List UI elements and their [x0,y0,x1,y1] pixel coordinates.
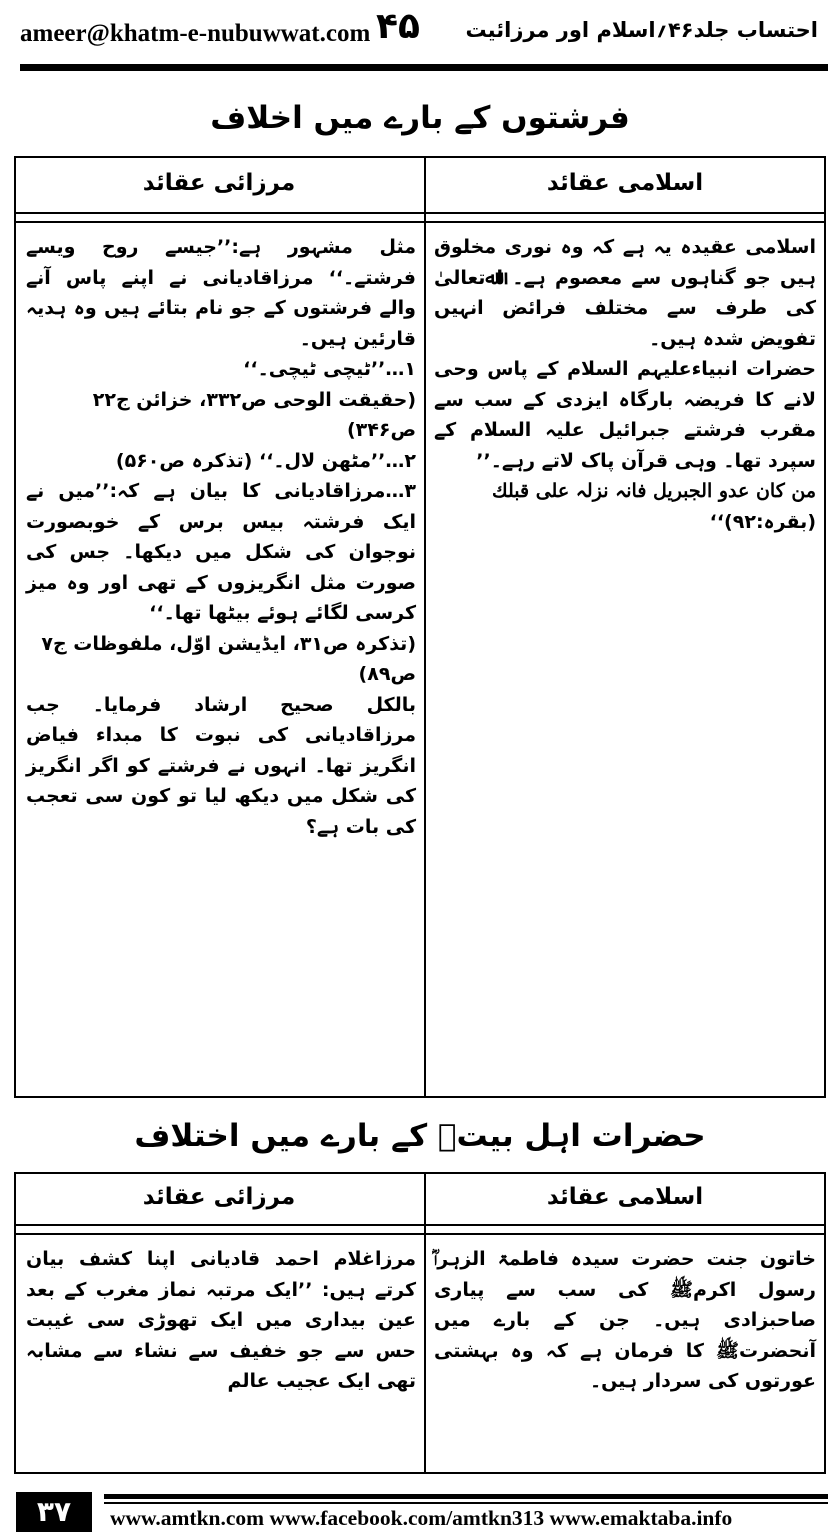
header-running-title: احتساب جلد۴۶؍اسلام اور مرزائیت [465,18,818,42]
header-rule [20,64,828,71]
list-item: ۱…’’ٹیچی ٹیچی۔‘‘ [243,358,416,380]
paragraph: اسلامی عقیدہ یہ ہے کہ وہ نوری مخلوق ہیں جو گناہوں سے معصوم ہے۔ اﷲتعالیٰ کی طرف سے مختلف فرائض انہیں تفویض شدہ ہیں۔ [434,236,816,350]
reference: (تذکرہ ص۳۱، ایڈیشن اوّل، ملفوظات ج۷ ص۸۹) [41,632,416,685]
reference: (بقرہ:۹۲)‘‘ [709,510,816,533]
col-heading-mirzai: مرزائی عقائد [142,1184,296,1210]
header-row-rule [16,1224,824,1226]
col-heading-islamic: اسلامی عقائد [546,1184,704,1210]
page-header [0,0,840,72]
column-divider [424,158,426,1096]
footer-links[interactable]: www.amtkn.com www.facebook.com/amtkn313 www.emaktaba.info [110,1506,733,1530]
footer-page-number: ۳۷ [16,1492,92,1532]
col-heading-islamic: اسلامی عقائد [546,170,704,196]
section1-title: فرشتوں کے بارے میں اخلاف [210,100,630,136]
islamic-beliefs-angels [434,232,816,537]
paragraph: حضرات انبیاءعلیہم السلام کے پاس وحی لانے کا فریضہ بارگاہ ایزدی کے سب سے مقرب فرشتے جبرائیل علیہ السلام کے سپرد تھا۔ وہی قرآن پاک لاتے رہے۔’’ [434,358,816,472]
header-page-number: ۴۵ [376,6,420,47]
header-row-rule-2 [16,1233,824,1235]
header-row-rule [16,212,824,214]
header-email: ameer@khatm-e-nubuwwat.com [20,20,371,47]
column-divider [424,1174,426,1472]
islamic-beliefs-ahl-bayt [434,1244,816,1397]
section2-title: حضرات اہل بیتؓ کے بارے میں اختلاف [134,1118,706,1154]
mirzai-beliefs-ahl-bayt [26,1244,416,1397]
paragraph: مرزاغلام احمد قادیانی اپنا کشف بیان کرتے ہیں: ’’ایک مرتبہ نماز مغرب کے بعد عین بیداری میں ایک تھوڑی سی غیبت حس سے جو خفیف سے نشاء سے مشابہ تھی ایک عجیب عالم [26,1248,416,1392]
list-item: ۳…مرزاقادیانی کا بیان ہے کہ:’’میں نے ایک فرشتہ بیس برس کے خوبصورت نوجوان کی شکل میں دیکھا۔ جس کی صورت مثل انگریزوں کے تھی اور وہ میز کرسی لگائے ہوئے بیٹھا تھا۔‘‘ [26,480,416,624]
list-item: ۲…’’مٹھن لال۔‘‘ (تذکرہ ص۵۶۰) [115,449,416,472]
header-row-rule-2 [16,221,824,223]
col-heading-mirzai: مرزائی عقائد [142,170,296,196]
footer-rule-thin [104,1502,828,1504]
quran-verse: من کان عدو الجبریل فانہ نزلہ علی قبلك [491,480,816,502]
section2-table [14,1172,826,1474]
reference: (حقیقت الوحی ص۳۳۲، خزائن ج۲۲ ص۳۴۶) [92,388,416,441]
page-footer [0,1486,840,1540]
section1-table [14,156,826,1098]
paragraph: بالکل صحیح ارشاد فرمایا۔ جب مرزاقادیانی کی نبوت کا مبداء فیاض انگریز تھا۔ انہوں نے فرشتے کو اگر انگریز کی شکل میں دیکھ لیا تو کون سی تعجب کی بات ہے؟ [26,693,416,838]
footer-rule [104,1494,828,1499]
paragraph: مثل مشہور ہے:’’جیسے روح ویسے فرشتے۔‘‘ مرزاقادیانی نے اپنے پاس آنے والے فرشتوں کے جو نام بتائے ہیں وہ ہدیہ قارئین ہیں۔ [26,236,416,350]
mirzai-beliefs-angels [26,232,416,842]
paragraph: خاتون جنت حضرت سیدہ فاطمۃ الزہراؓ رسول اکرمﷺ کی سب سے پیاری صاحبزادی ہیں۔ جن کے بارے میں آنحضرتﷺ کا فرمان ہے کہ وہ بہشتی عورتوں کی سردار ہیں۔ [434,1248,816,1392]
